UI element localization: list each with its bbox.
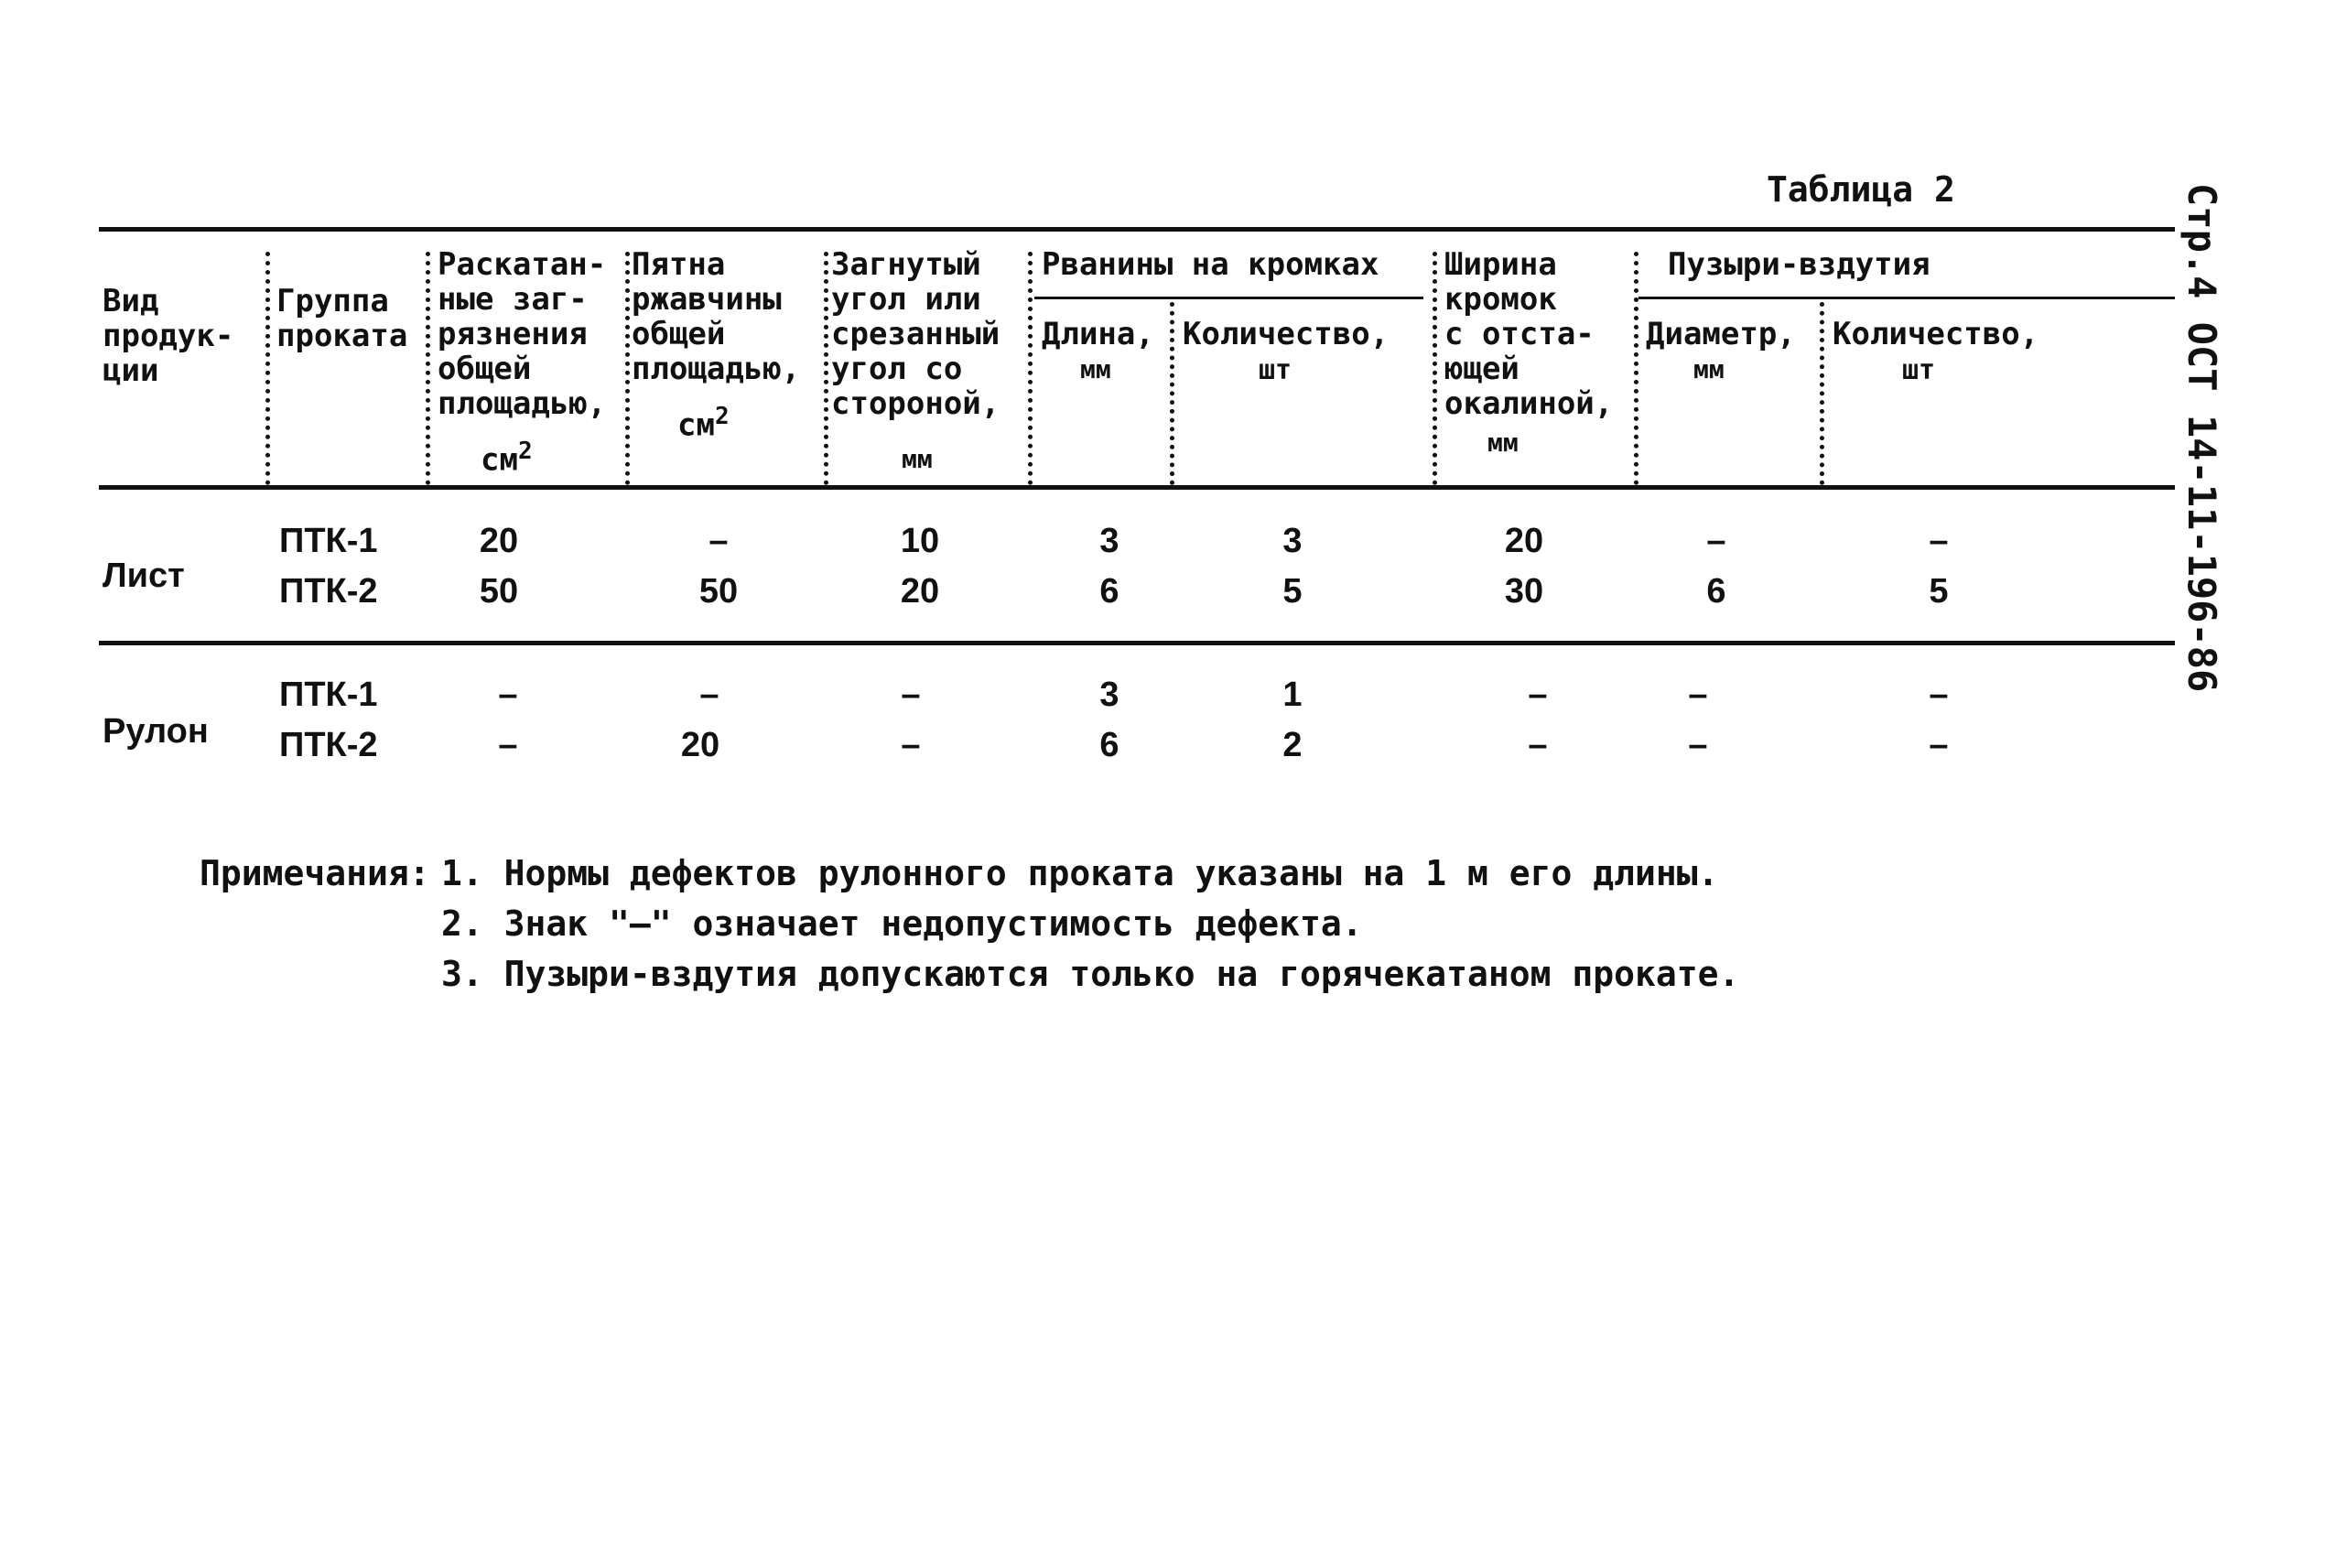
col-sep-5: [1028, 252, 1033, 485]
row-vid-label: Рулон: [103, 712, 209, 751]
header-raskat-line: рязнения: [438, 316, 588, 352]
col-sep-3: [625, 252, 630, 485]
note-item: 1. Нормы дефектов рулонного проката указаны на 1 м его длины.: [441, 853, 1719, 893]
row-vid-label: Лист: [103, 557, 185, 595]
cell-value: –: [1929, 676, 1949, 714]
cell-value: 1: [1282, 676, 1303, 714]
header-raskat-line: ные заг-: [438, 281, 588, 318]
cell-value: 5: [1282, 572, 1303, 611]
header-rvaniny-qty-unit: шт: [1259, 354, 1292, 386]
table-label: Таблица 2: [1767, 169, 1955, 210]
header-pyatna-line: Пятна: [632, 246, 726, 283]
header-vid-line: продук-: [103, 318, 234, 354]
header-gruppa-line: Группа: [276, 283, 389, 319]
notes-title: Примечания:: [200, 853, 430, 893]
col-sep-8: [1634, 252, 1638, 485]
cell-value: 3: [1099, 676, 1119, 714]
header-vid-line: ции: [103, 352, 159, 389]
cell-value: 20: [900, 572, 940, 611]
col-sep-1: [265, 252, 270, 485]
rvaniny-sub-rule: [1034, 297, 1423, 299]
header-gruppa-line: проката: [276, 318, 408, 354]
col-sep-4: [824, 252, 828, 485]
cell-value: –: [699, 676, 719, 714]
cell-group: ПТК-2: [279, 726, 378, 764]
cell-group: ПТК-2: [279, 572, 378, 611]
cell-value: –: [1929, 726, 1949, 764]
header-puzyri-diam: Диаметр,: [1646, 316, 1796, 352]
cell-value: 20: [479, 522, 519, 560]
cell-value: 5: [1929, 572, 1949, 611]
header-raskat-unit: $см^2$: [481, 438, 533, 479]
header-puzyri-diam-unit: мм: [1693, 354, 1725, 384]
cell-value: 20: [1504, 522, 1544, 560]
cell-group: ПТК-1: [279, 676, 378, 714]
col-sep-2: [426, 252, 430, 485]
header-shirina-line: Ширина: [1444, 246, 1557, 283]
header-pyatna-line: общей: [632, 316, 726, 352]
cell-value: –: [901, 726, 921, 764]
header-puzyri-qty: Количество,: [1833, 316, 2039, 352]
col-sep-9: [1820, 302, 1824, 485]
header-raskat-line: площадью,: [438, 385, 607, 422]
header-zagnut-line: угол или: [831, 281, 981, 318]
header-puzyri-qty-unit: шт: [1902, 354, 1936, 386]
cell-value: 10: [900, 522, 940, 560]
cell-group: ПТК-1: [279, 522, 378, 560]
header-zagnut-line: Загнутый: [831, 246, 981, 283]
table-top-rule: [99, 227, 2175, 232]
cell-value: 50: [479, 572, 519, 611]
header-rvaniny-len: Длина,: [1042, 316, 1154, 352]
header-shirina-line: с отста-: [1444, 316, 1595, 352]
cell-value: 3: [1282, 522, 1303, 560]
header-raskat-line: общей: [438, 351, 532, 387]
cell-value: 2: [1282, 726, 1303, 764]
header-puzyri-title: Пузыри-вздутия: [1668, 246, 1930, 283]
cell-value: –: [1706, 522, 1726, 560]
header-vid-line: Вид: [103, 283, 159, 319]
header-shirina-line: кромок: [1444, 281, 1557, 318]
header-pyatna-line: площадью,: [632, 351, 801, 387]
cell-value: –: [1688, 726, 1708, 764]
col-sep-7: [1433, 252, 1437, 485]
cell-value: –: [1688, 676, 1708, 714]
header-zagnut-line: срезанный: [831, 316, 1000, 352]
side-label: Стр.4 ОСТ 14-11-196-86: [2179, 183, 2224, 693]
cell-value: 6: [1099, 726, 1119, 764]
header-bottom-rule: [99, 485, 2175, 490]
cell-value: 50: [698, 572, 739, 611]
cell-value: –: [498, 676, 518, 714]
cell-value: 20: [680, 726, 720, 764]
cell-value: 6: [1706, 572, 1726, 611]
cell-value: –: [1528, 676, 1548, 714]
cell-value: 30: [1504, 572, 1544, 611]
cell-value: –: [1929, 522, 1949, 560]
header-pyatna-line: ржавчины: [632, 281, 782, 318]
header-rvaniny-title: Рванины на кромках: [1042, 246, 1379, 283]
cell-value: –: [498, 726, 518, 764]
cell-value: –: [1528, 726, 1548, 764]
header-zagnut-line: угол со: [831, 351, 963, 387]
side-label-container: [2179, 183, 2233, 693]
cell-value: –: [901, 676, 921, 714]
header-shirina-line: окалиной,: [1444, 385, 1614, 422]
cell-value: 3: [1099, 522, 1119, 560]
col-sep-6: [1170, 302, 1174, 485]
note-item: 2. Знак "–" означает недопустимость дефекта.: [441, 903, 1363, 944]
header-zagnut-line: стороной,: [831, 385, 1000, 422]
cell-value: 6: [1099, 572, 1119, 611]
section-divider-rule: [99, 641, 2175, 645]
header-shirina-line: ющей: [1444, 351, 1519, 387]
header-zagnut-unit: мм: [902, 444, 933, 474]
puzyri-sub-rule: [1638, 297, 2175, 299]
header-pyatna-unit: $см^2$: [677, 403, 730, 444]
cell-value: –: [708, 522, 729, 560]
header-shirina-unit: мм: [1487, 427, 1519, 458]
header-rvaniny-qty: Количество,: [1183, 316, 1390, 352]
note-item: 3. Пузыри-вздутия допускаются только на горячекатаном прокате.: [441, 954, 1740, 994]
header-raskat-line: Раскатан-: [438, 246, 607, 283]
header-rvaniny-len-unit: мм: [1080, 354, 1111, 384]
